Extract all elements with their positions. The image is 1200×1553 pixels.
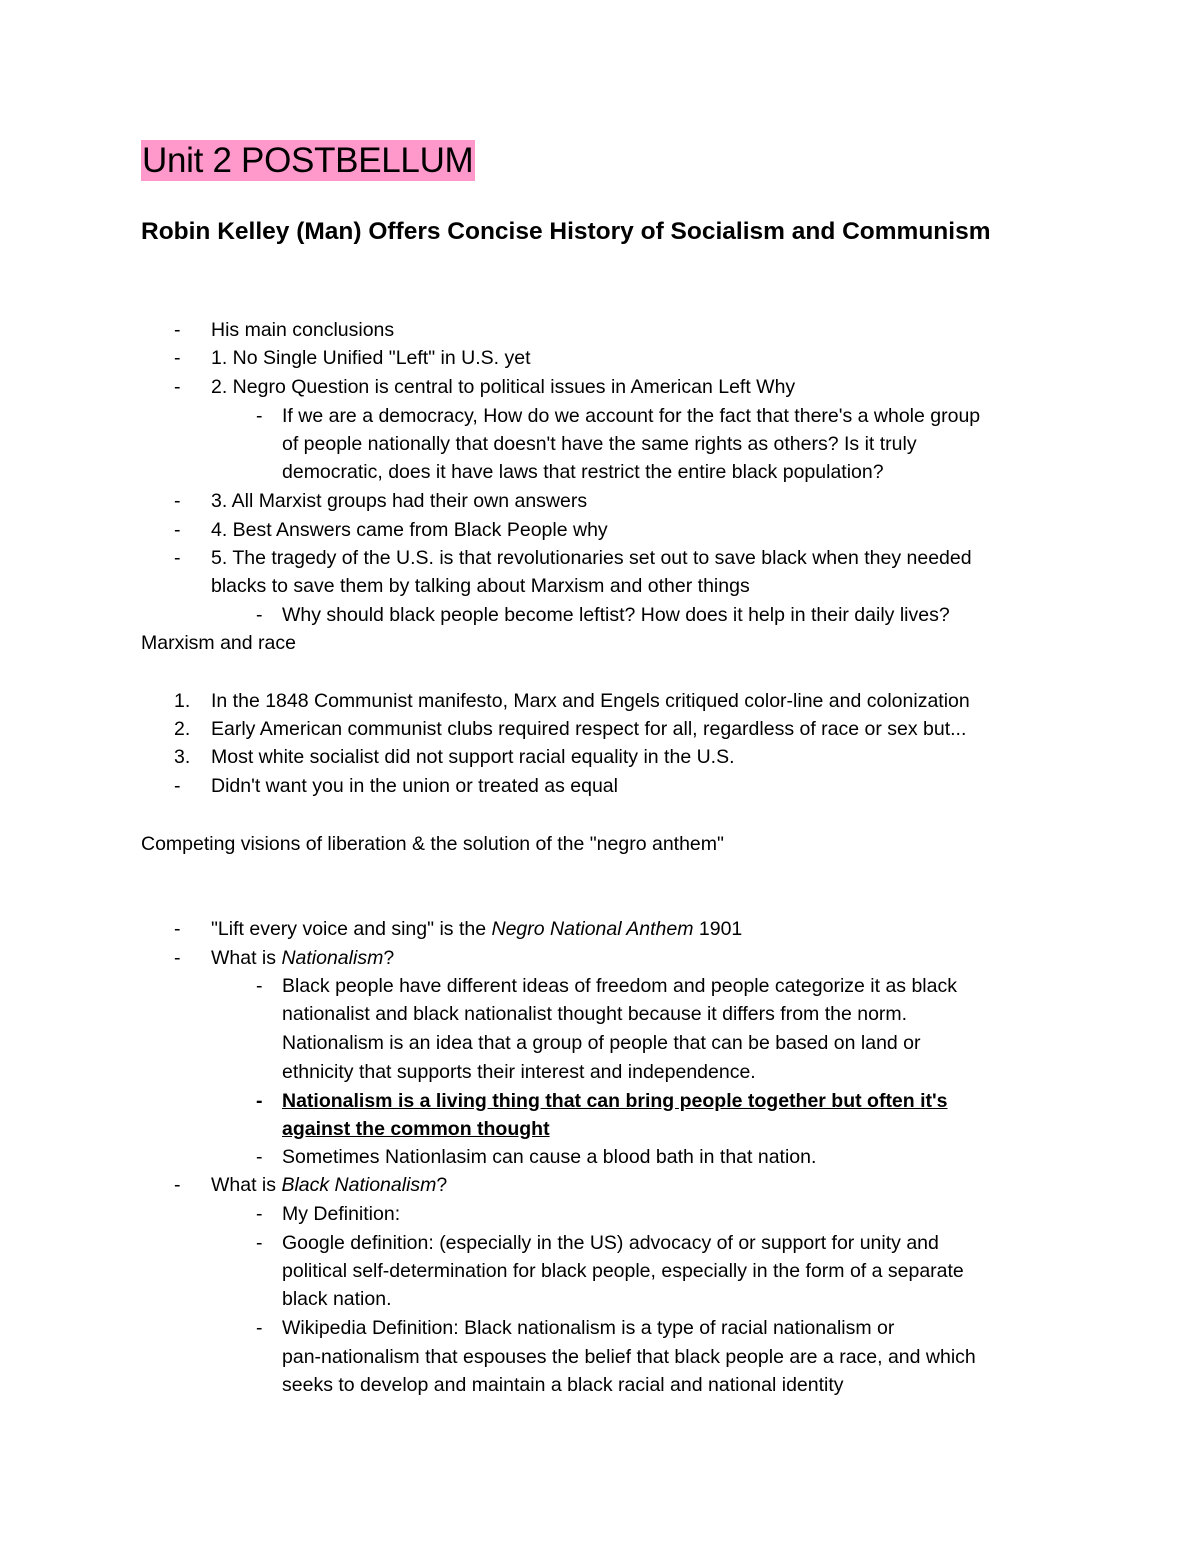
list-item: 1. No Single Unified "Left" in U.S. yet <box>211 347 531 369</box>
list-item: His main conclusions <box>211 319 395 341</box>
sub-list-item-cont: democratic, does it have laws that restrict the entire black population? <box>282 461 884 483</box>
sub-list-item: If we are a democracy, How do we account for the fact that there's a whole group <box>282 405 981 427</box>
list-number: 1. <box>174 690 191 712</box>
list-number: 2. <box>174 718 191 740</box>
bullet-dash: - <box>174 775 181 797</box>
bullet-dash: - <box>174 347 181 369</box>
numbered-item: Early American communist clubs required respect for all, regardless of race or sex but... <box>211 718 967 740</box>
sub-list-item-cont: black nation. <box>282 1288 392 1310</box>
bullet-dash: - <box>256 1232 263 1254</box>
numbered-item: Most white socialist did not support racial equality in the U.S. <box>211 746 735 768</box>
bullet-dash: - <box>174 319 181 341</box>
list-item-black-nationalism: What is Black Nationalism? <box>211 1174 448 1196</box>
bullet-dash: - <box>256 1203 263 1225</box>
list-item: Didn't want you in the union or treated as equal <box>211 775 618 797</box>
list-item-anthem: "Lift every voice and sing" is the Negro National Anthem 1901 <box>211 918 743 940</box>
sub-list-item: My Definition: <box>282 1203 401 1225</box>
sub-list-item-cont: pan-nationalism that espouses the belief that black people are a race, and which <box>282 1346 976 1368</box>
sub-list-item-cont: nationalist and black nationalist thought because it differs from the norm. <box>282 1003 908 1025</box>
bullet-dash: - <box>174 519 181 541</box>
bullet-dash: - <box>174 947 181 969</box>
bullet-dash: - <box>174 1174 181 1196</box>
section-heading-liberation: Competing visions of liberation & the solution of the "negro anthem" <box>141 833 724 855</box>
emphasis-item-cont: against the common thought <box>282 1118 550 1140</box>
sub-list-item-cont: of people nationally that doesn't have the same rights as others? Is it truly <box>282 433 917 455</box>
bullet-dash: - <box>256 1090 263 1112</box>
bullet-dash: - <box>174 918 181 940</box>
section-heading-marxism: Marxism and race <box>141 632 296 654</box>
bullet-dash: - <box>174 490 181 512</box>
section-heading-kelley: Robin Kelley (Man) Offers Concise History of Socialism and Communism <box>141 218 991 245</box>
sub-list-item: Google definition: (especially in the US) advocacy of or support for unity and <box>282 1232 939 1254</box>
sub-list-item: Sometimes Nationlasim can cause a blood bath in that nation. <box>282 1146 817 1168</box>
list-item: 5. The tragedy of the U.S. is that revolutionaries set out to save black when they needed <box>211 547 972 569</box>
numbered-item: In the 1848 Communist manifesto, Marx and Engels critiqued color-line and colonization <box>211 690 970 712</box>
list-number: 3. <box>174 746 191 768</box>
bullet-dash: - <box>174 547 181 569</box>
list-item: 3. All Marxist groups had their own answers <box>211 490 588 512</box>
sub-list-item-cont: Nationalism is an idea that a group of people that can be based on land or <box>282 1032 921 1054</box>
bullet-dash: - <box>256 604 263 626</box>
list-item: 2. Negro Question is central to political issues in American Left Why <box>211 376 796 398</box>
bullet-dash: - <box>256 405 263 427</box>
sub-list-item-cont: ethnicity that supports their interest and independence. <box>282 1061 756 1083</box>
page-title: Unit 2 POSTBELLUM <box>142 141 474 180</box>
list-item: 4. Best Answers came from Black People why <box>211 519 608 541</box>
bullet-dash: - <box>174 376 181 398</box>
bullet-dash: - <box>256 1317 263 1339</box>
bullet-dash: - <box>256 1146 263 1168</box>
sub-list-item-cont: seeks to develop and maintain a black racial and national identity <box>282 1374 844 1396</box>
emphasis-item: Nationalism is a living thing that can bring people together but often it's <box>282 1090 948 1112</box>
list-item-nationalism: What is Nationalism? <box>211 947 395 969</box>
sub-list-item: Why should black people become leftist? How does it help in their daily lives? <box>282 604 950 626</box>
list-item-cont: blacks to save them by talking about Marxism and other things <box>211 575 750 597</box>
sub-list-item-cont: political self-determination for black people, especially in the form of a separate <box>282 1260 964 1282</box>
bullet-dash: - <box>256 975 263 997</box>
sub-list-item: Wikipedia Definition: Black nationalism is a type of racial nationalism or <box>282 1317 895 1339</box>
sub-list-item: Black people have different ideas of freedom and people categorize it as black <box>282 975 957 997</box>
